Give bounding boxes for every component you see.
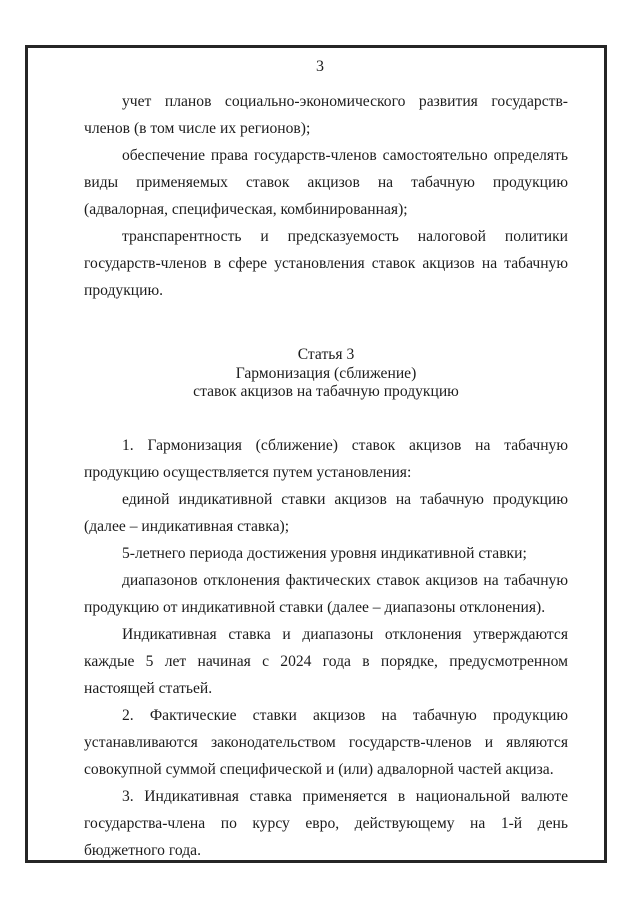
article-paragraph-4: диапазонов отклонения фактических ставок акцизов на табачную продукцию от индикативной ставки (далее – диапазоны отклонения). <box>84 571 568 616</box>
page-number: 3 <box>316 58 324 75</box>
article-paragraph-7: 3. Индикативная ставка применяется в национальной валюте государства-члена по курсу евро, действующему на 1-й день бюджетного года. <box>84 787 568 859</box>
intro-paragraph-2: обеспечение права государств-членов самостоятельно определять виды применяемых ставок акцизов на табачную продукцию (адвалорная, специфическая, комбинированная); <box>84 147 568 218</box>
intro-paragraph-3: транспарентность и предсказуемость налоговой политики государств-членов в сфере установления ставок акцизов на табачную продукцию. <box>84 228 568 299</box>
article-paragraph-6: 2. Фактические ставки акцизов на табачную продукцию устанавливаются законодательством государств-членов и являются совокупной суммой специфической и (или) адвалорной частей акциза. <box>84 706 568 778</box>
article-number: Статья 3 <box>297 346 355 363</box>
intro-paragraph-1: учет планов социально-экономического развития государств-членов (в том числе их регионов); <box>84 93 568 137</box>
article-paragraph-1: 1. Гармонизация (сближение) ставок акцизов на табачную продукцию осуществляется путем установления: <box>84 436 568 481</box>
article-heading <box>84 346 568 402</box>
article-paragraph-2: единой индикативной ставки акцизов на табачную продукцию (далее – индикативная ставка); <box>84 490 568 535</box>
article-title-line-2: ставок акцизов на табачную продукцию <box>193 383 459 400</box>
document-body <box>84 88 568 864</box>
article-paragraph-5: Индикативная ставка и диапазоны отклонения утверждаются каждые 5 лет начиная с 2024 года в порядке, предусмотренном настоящей статьей. <box>84 625 568 697</box>
article-title-line-1: Гармонизация (сближение) <box>235 364 417 382</box>
article-paragraph-3: 5-летнего периода достижения уровня индикативной ставки; <box>122 544 527 562</box>
